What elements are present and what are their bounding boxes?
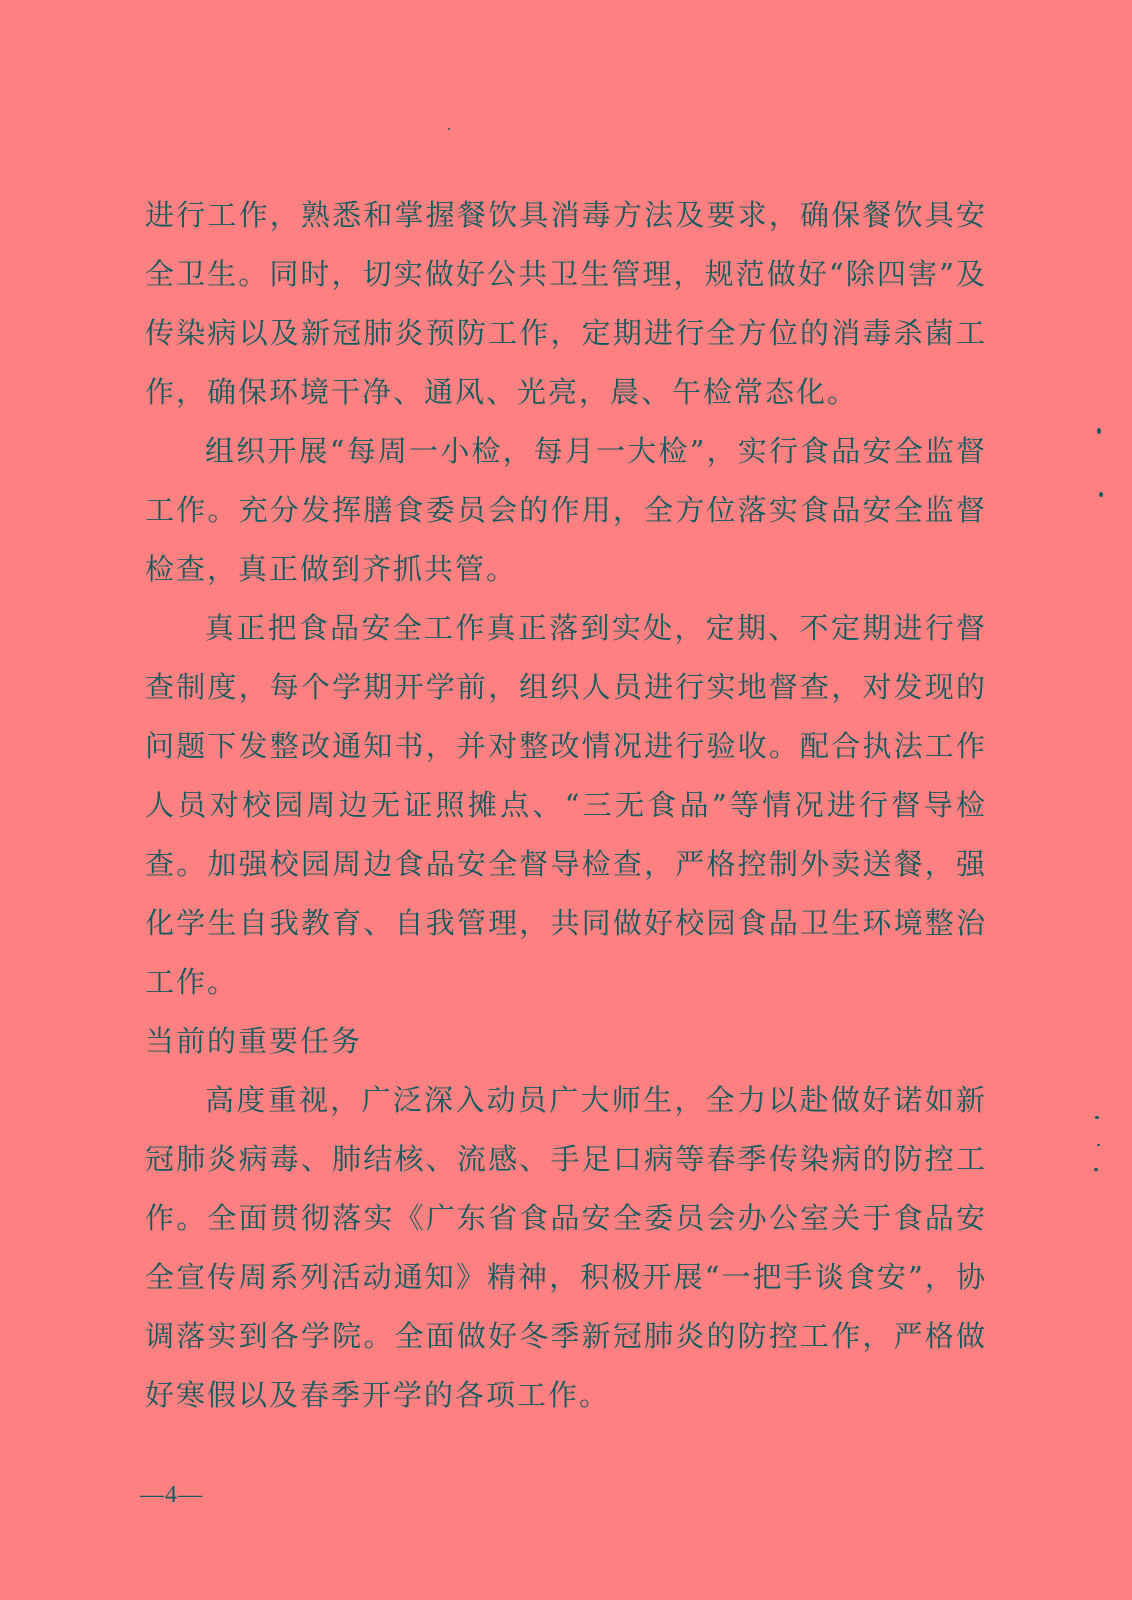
- scan-speck: [1099, 492, 1103, 497]
- paragraph-4: 高度重视，广泛深入动员广大师生，全力以赴做好诺如新冠肺炎病毒、肺结核、流感、手足口病等春季传染病的防控工作。全面贯彻落实《广东省食品安全委员会办公室关于食品安全宣传周系列活动通知》精神，积极开展“一把手谈食安”，协调落实到各学院。全面做好冬季新冠肺炎的防控工作，严格做好寒假以及春季开学的各项工作。: [145, 1083, 987, 1412]
- paragraph-3: 真正把食品安全工作真正落到实处，定期、不定期进行督查制度，每个学期开学前，组织人员进行实地督查，对发现的问题下发整改通知书，并对整改情况进行验收。配合执法工作人员对校园周边无证照摊点、“三无食品”等情况进行督导检查。加强校园周边食品安全督导检查，严格控制外卖送餐，强化学生自我教育、自我管理，共同做好校园食品卫生环境整治工作。: [145, 611, 987, 999]
- scan-speck: [1094, 1168, 1098, 1171]
- section-heading: 当前的重要任务: [145, 1024, 363, 1058]
- scan-speck: [448, 128, 450, 130]
- page-number: —4—: [140, 1482, 203, 1508]
- scan-speck: [1095, 1116, 1099, 1119]
- paragraph-2: 组织开展“每周一小检，每月一大检”，实行食品安全监督工作。充分发挥膳食委员会的作用，全方位落实食品安全监督检查，真正做到齐抓共管。: [145, 434, 987, 586]
- scan-speck: [1097, 428, 1101, 434]
- document-body: [145, 186, 987, 1425]
- scan-speck: [1097, 1144, 1100, 1146]
- paragraph-1: 进行工作，熟悉和掌握餐饮具消毒方法及要求，确保餐饮具安全卫生。同时，切实做好公共卫生管理，规范做好“除四害”及传染病以及新冠肺炎预防工作，定期进行全方位的消毒杀菌工作，确保环境干净、通风、光亮，晨、午检常态化。: [145, 198, 987, 409]
